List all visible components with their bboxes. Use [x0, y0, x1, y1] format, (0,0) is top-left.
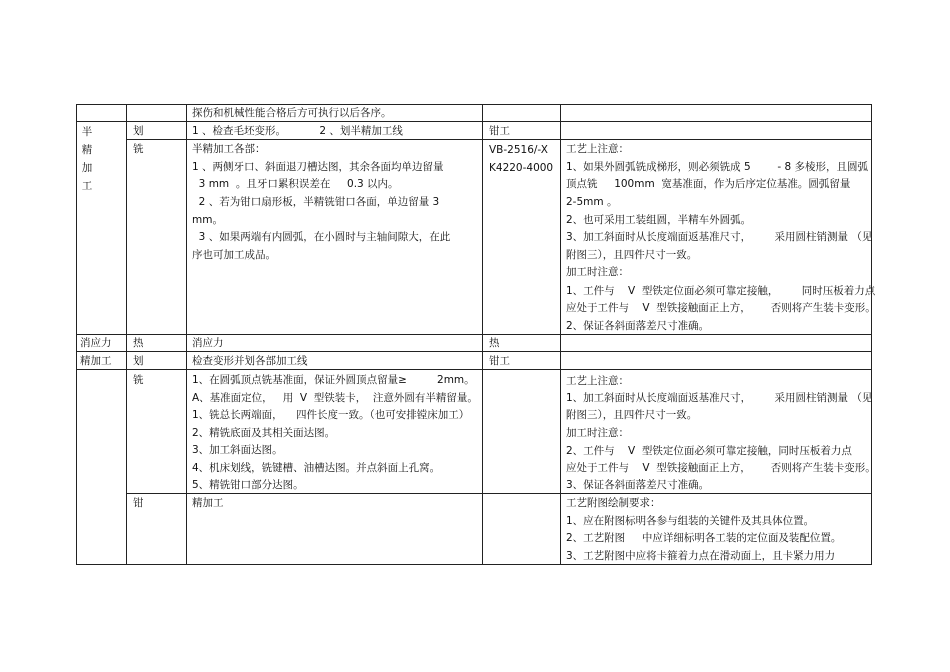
row-border	[76, 369, 872, 370]
text-line: 工艺上注意：	[566, 375, 629, 387]
text-line: 应处于工件与 V 型铁接触面正上方， 否则将产生装卡变形。	[566, 302, 876, 314]
cell-content: 消应力	[192, 337, 224, 349]
step-type: 划	[133, 125, 144, 137]
column-border	[560, 104, 561, 565]
text-line: 半精加工各部：	[192, 143, 266, 155]
text-line: 1、在圆弧顶点铣基准面，保证外圆顶点留量≥ 2mm。	[192, 374, 475, 386]
row-border	[126, 139, 872, 140]
text-line: 2 、若为钳口扇形板，半精铣钳口各面，单边留量 3	[192, 196, 440, 208]
step-type: 热	[133, 337, 144, 349]
column-border	[482, 104, 483, 565]
row-border	[76, 104, 872, 105]
step-type: 划	[133, 355, 144, 367]
equipment: 钳工	[489, 355, 510, 367]
text-line: 1、应在附图标明各参与组装的关键件及其具体位置。	[566, 515, 815, 527]
column-border	[76, 104, 77, 565]
text-line: 4、机床划线，铣键槽、油槽达图。并点斜面上孔窝。	[192, 462, 441, 474]
text-line: 序也可加工成品。	[192, 249, 276, 261]
text-line: 顶点铣 100mm 宽基准面，作为后序定位基准。圆弧留量	[566, 178, 851, 190]
text-line: 2-5mm 。	[566, 196, 618, 208]
text-line: 加工时注意：	[566, 427, 629, 439]
text-line: 3、加工斜面时从长度端面返基准尺寸， 采用圆柱销测量 （见	[566, 231, 873, 243]
text-line: 加工时注意：	[566, 266, 629, 278]
equipment: 钳工	[489, 125, 510, 137]
equipment: 热	[489, 337, 500, 349]
text-line: 2、保证各斜面落差尺寸准确。	[566, 320, 710, 332]
step-type: 铣	[133, 374, 144, 386]
text-line: A、基准面定位， 用 V 型铁装卡， 注意外圆有半精留量。	[192, 392, 478, 404]
text-line: 1、加工斜面时从长度端面返基准尺寸， 采用圆柱销测量 （见	[566, 392, 873, 404]
equipment: K4220-4000	[489, 162, 554, 174]
text-line: 5、精铣钳口部分达图。	[192, 479, 304, 491]
text-line: 附图三），且四件尺寸一致。	[566, 249, 698, 261]
text-line: 3、工艺附图中应将卡箍着力点在滑动面上，且卡紧力用力	[566, 550, 836, 562]
row-border	[76, 564, 872, 565]
text-line: 2、工艺附图 中应详细标明各工装的定位面及装配位置。	[566, 532, 842, 544]
text-line: 3 、如果两端有内圆弧，在小圆时与主轴间隙大，在此	[192, 231, 451, 243]
text-line: 3、加工斜面达图。	[192, 444, 283, 456]
text-line: mm。	[192, 214, 223, 226]
step-type: 钳	[133, 497, 144, 509]
row-border	[76, 351, 872, 352]
row-border	[76, 121, 872, 122]
column-border	[871, 104, 872, 565]
text-line: 应处于工件与 V 型铁接触面正上方， 否则将产生装卡变形。	[566, 462, 876, 474]
text-line: 附图三），且四件尺寸一致。	[566, 409, 698, 421]
column-border	[186, 104, 187, 565]
row-border	[76, 334, 872, 335]
text-line: 1、铣总长两端面， 四件长度一致。（也可安排镗床加工）	[192, 409, 470, 421]
text-line: 3、保证各斜面落差尺寸准确。	[566, 479, 710, 491]
text-line: 2、也可采用工装组圆，半精车外圆弧。	[566, 214, 752, 226]
process-stage-label: 精加工	[80, 355, 112, 367]
row-border	[126, 493, 872, 494]
process-stage-label: 消应力	[80, 337, 112, 349]
text-line: 2、精铣底面及其相关面达图。	[192, 427, 336, 439]
cell-content: 精加工	[192, 497, 224, 509]
text-line: 工艺附图绘制要求：	[566, 497, 661, 509]
cell-content: 检查变形并划各部加工线	[192, 355, 308, 367]
text-line: 3 mm 。且牙口累积误差在 0.3 以内。	[192, 178, 399, 190]
text-line: 1 、两侧牙口、斜面退刀槽达图，其余各面均单边留量	[192, 161, 444, 173]
text-line: 1、如果外圆弧铣成梯形，则必须铣成 5 - 8 多棱形，且圆弧	[566, 161, 869, 173]
text-line: 2、工件与 V 型铁定位面必须可靠定接触，同时压板着力点	[566, 445, 852, 457]
cell-content: 1 、检查毛坯变形。 2 、划半精加工线	[192, 125, 403, 137]
text-line: 工艺上注意：	[566, 143, 629, 155]
process-stage-label: 半精加工	[81, 126, 93, 192]
step-type: 铣	[133, 143, 144, 155]
cell-content: 探伤和机械性能合格后方可执行以后各序。	[192, 107, 392, 119]
equipment: VB-2516/-X	[489, 144, 548, 156]
column-border	[126, 104, 127, 565]
text-line: 1、工件与 V 型铁定位面必须可靠定接触， 同时压板着力点	[566, 285, 876, 297]
